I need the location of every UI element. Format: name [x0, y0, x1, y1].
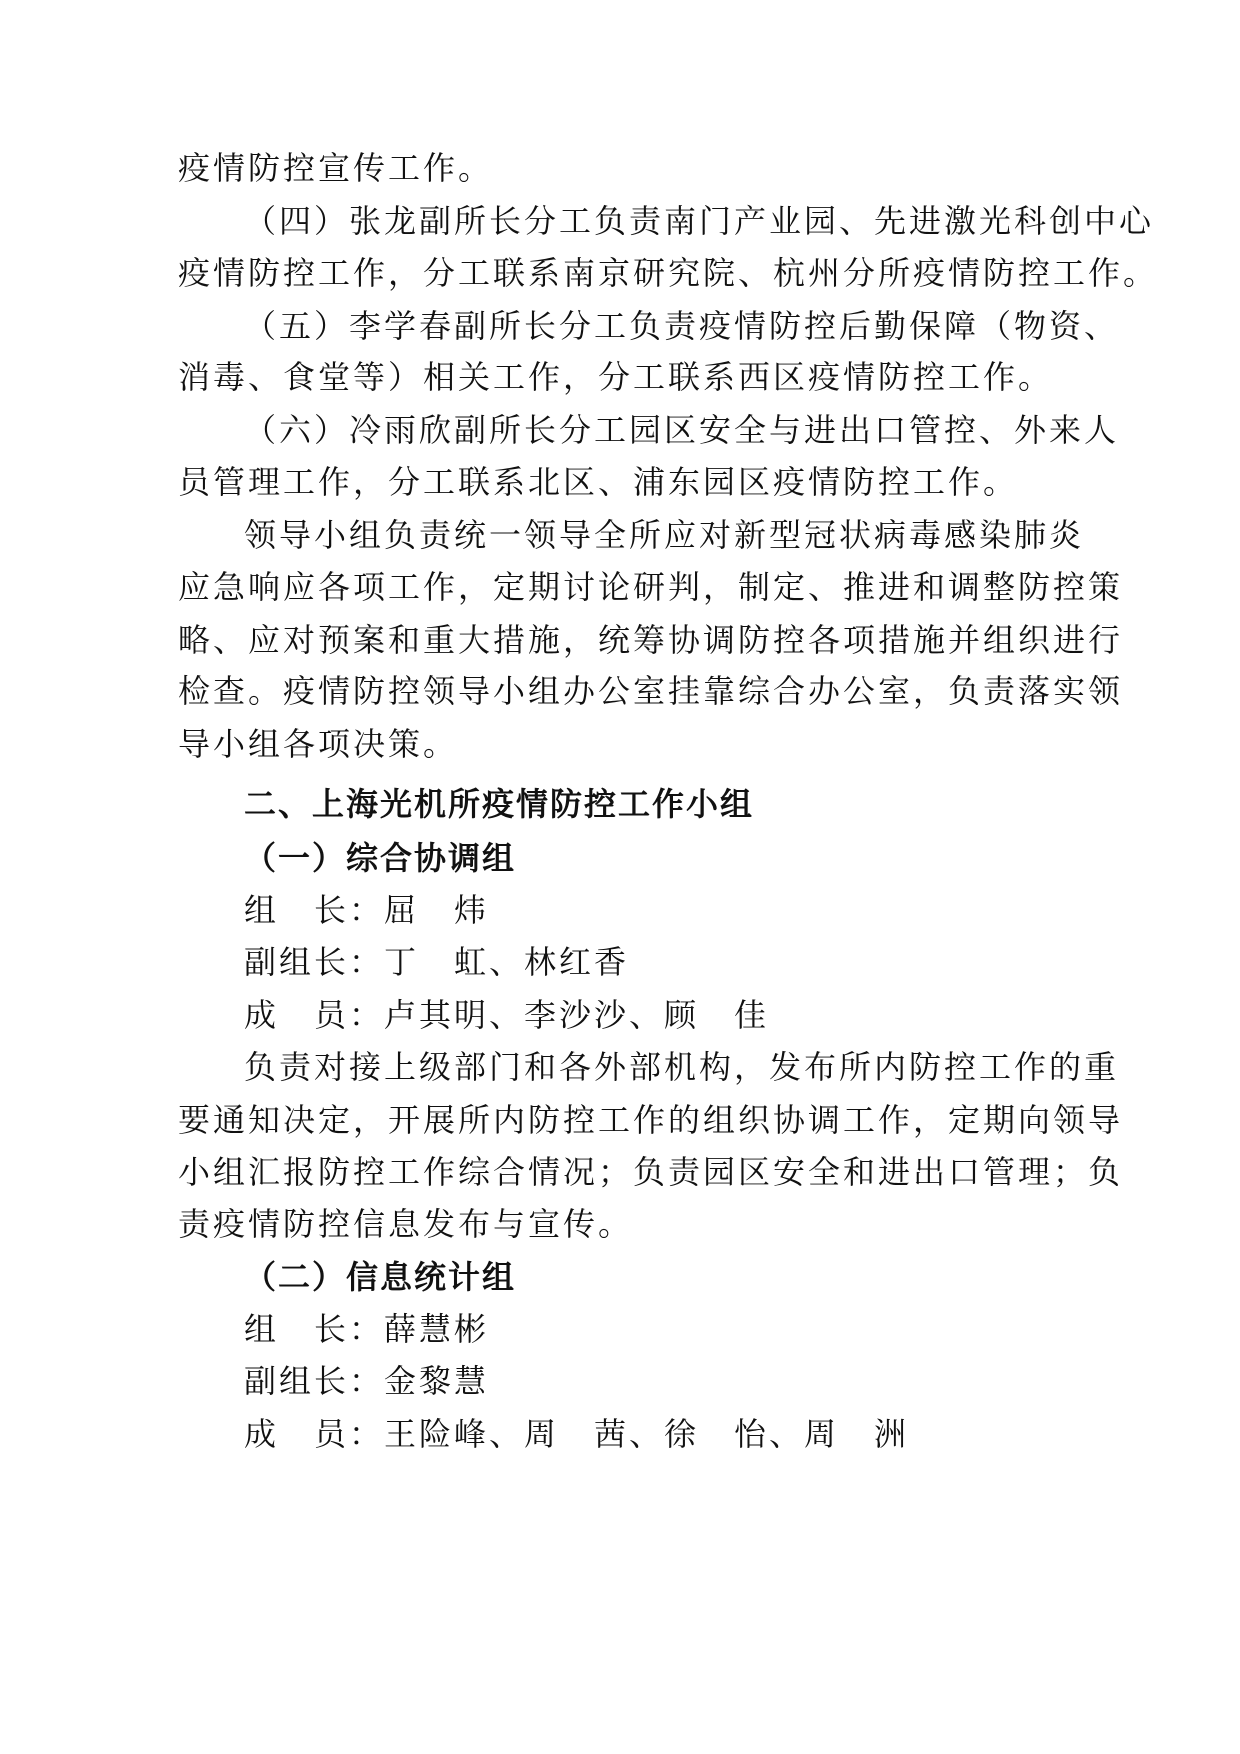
paragraph-line: 应急响应各项工作，定期讨论研判，制定、推进和调整防控策: [178, 568, 1124, 606]
group1-desc-line: 要通知决定，开展所内防控工作的组织协调工作，定期向领导: [178, 1101, 1124, 1139]
paragraph-line: 疫情防控工作，分工联系南京研究院、杭州分所疫情防控工作。: [178, 254, 1159, 292]
group1-desc-line: 责疫情防控信息发布与宣传。: [178, 1205, 634, 1243]
paragraph-line: 员管理工作，分工联系北区、浦东园区疫情防控工作。: [178, 463, 1019, 501]
paragraph-line: 领导小组负责统一领导全所应对新型冠状病毒感染肺炎: [244, 516, 1085, 554]
group2-members: 成 员：王险峰、周 茜、徐 怡、周 洲: [244, 1415, 910, 1453]
paragraph-line: 消毒、食堂等）相关工作，分工联系西区疫情防控工作。: [178, 358, 1054, 396]
group1-deputy: 副组长：丁 虹、林红香: [244, 943, 630, 981]
paragraph-line: 疫情防控宣传工作。: [178, 149, 494, 187]
paragraph-line: （六）冷雨欣副所长分工园区安全与进出口管控、外来人: [244, 411, 1120, 449]
group2-leader: 组 长：薛慧彬: [244, 1310, 490, 1348]
group1-leader: 组 长：屈 炜: [244, 891, 490, 929]
group2-title: （二）信息统计组: [244, 1258, 517, 1296]
group1-desc-line: 小组汇报防控工作综合情况；负责园区安全和进出口管理；负: [178, 1153, 1124, 1191]
group1-desc-line: 负责对接上级部门和各外部机构，发布所内防控工作的重: [244, 1048, 1120, 1086]
paragraph-line: 检查。疫情防控领导小组办公室挂靠综合办公室，负责落实领: [178, 672, 1124, 710]
paragraph-line: （五）李学春副所长分工负责疫情防控后勤保障（物资、: [244, 307, 1120, 345]
paragraph-line: 导小组各项决策。: [178, 725, 459, 763]
group1-members: 成 员：卢其明、李沙沙、顾 佳: [244, 996, 770, 1034]
paragraph-line: （四）张龙副所长分工负责南门产业园、先进激光科创中心: [244, 202, 1155, 240]
group2-deputy: 副组长：金黎慧: [244, 1362, 490, 1400]
group1-title: （一）综合协调组: [244, 839, 517, 877]
paragraph-line: 略、应对预案和重大措施，统筹协调防控各项措施并组织进行: [178, 621, 1124, 659]
section-title: 二、上海光机所疫情防控工作小组: [244, 785, 755, 823]
